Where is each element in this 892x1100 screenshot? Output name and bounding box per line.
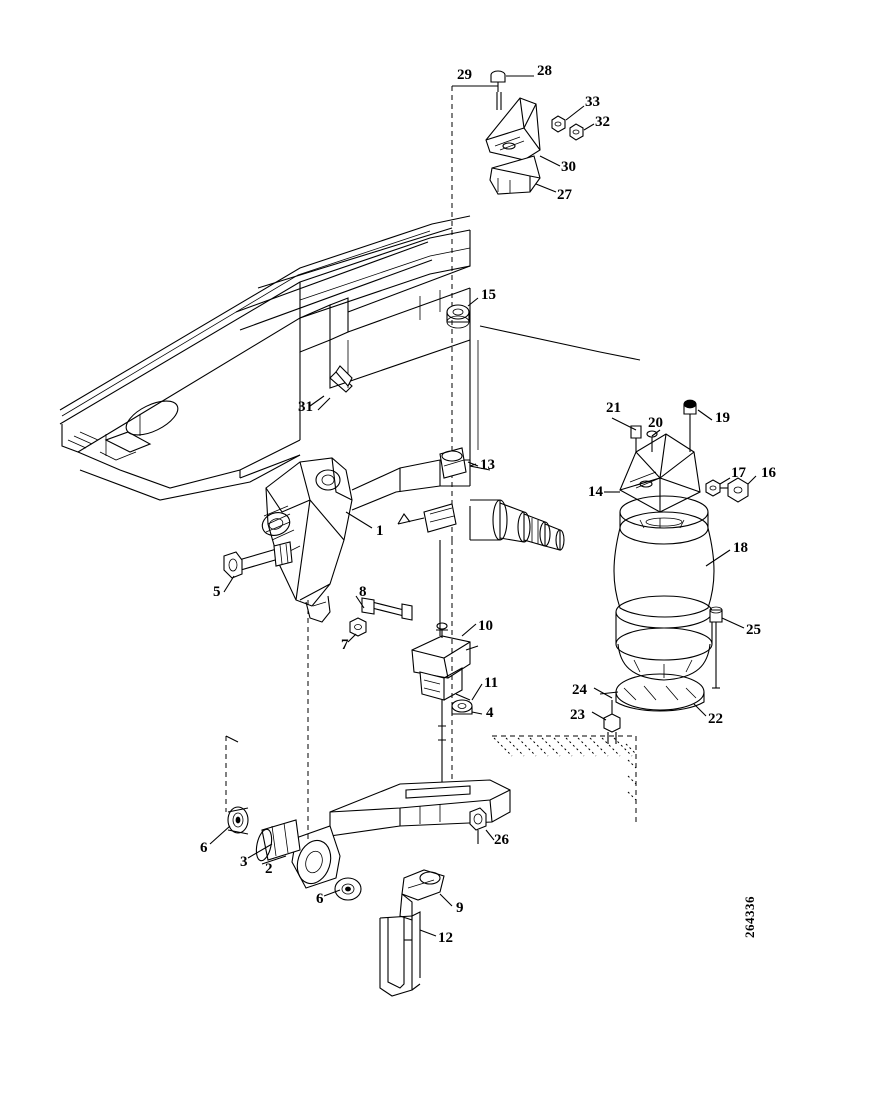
callout-20: 20: [648, 415, 663, 431]
callout-5: 5: [213, 584, 221, 600]
callout-25: 25: [746, 622, 761, 638]
callout-2: 2: [265, 861, 273, 877]
callout-9: 9: [456, 900, 464, 916]
chassis-frame: [60, 216, 640, 500]
part-group-hanger-1: [224, 458, 412, 636]
callout-27: 27: [557, 187, 572, 203]
callout-29: 29: [457, 67, 472, 83]
callout-31: 31: [298, 399, 313, 415]
part-group-air-spring: [592, 400, 756, 744]
callout-12: 12: [438, 930, 453, 946]
part-group-axle: [352, 448, 564, 550]
callout-24: 24: [572, 682, 587, 698]
callout-14: 14: [588, 484, 603, 500]
callout-4: 4: [486, 705, 494, 721]
callout-6-bottom: 6: [316, 891, 324, 907]
callout-3: 3: [240, 854, 248, 870]
callout-17: 17: [731, 465, 746, 481]
callout-21: 21: [606, 400, 621, 416]
part-group-valve-10: [412, 540, 478, 790]
callout-26: 26: [494, 832, 509, 848]
callout-6-left: 6: [200, 840, 208, 856]
figure-reference-number: 264336: [742, 896, 757, 938]
callout-7: 7: [341, 637, 349, 653]
callout-18: 18: [733, 540, 748, 556]
callout-11: 11: [484, 675, 499, 691]
part-group-linkage-12: [380, 870, 444, 996]
callout-28: 28: [537, 63, 552, 79]
callout-16: 16: [761, 465, 776, 481]
part-group-bushing-15: [447, 305, 469, 328]
callout-1: 1: [376, 523, 384, 539]
part-group-bolt-31: [318, 366, 352, 410]
callout-32: 32: [595, 114, 610, 130]
part-group-upper-bracket: [452, 71, 583, 540]
callout-10: 10: [478, 618, 493, 634]
callout-15: 15: [481, 287, 496, 303]
callout-30: 30: [561, 159, 576, 175]
callout-19: 19: [715, 410, 730, 426]
callout-23: 23: [570, 707, 585, 723]
callout-22: 22: [708, 711, 723, 727]
callout-33: 33: [585, 94, 600, 110]
callout-13: 13: [480, 457, 495, 473]
callout-8: 8: [359, 584, 367, 600]
